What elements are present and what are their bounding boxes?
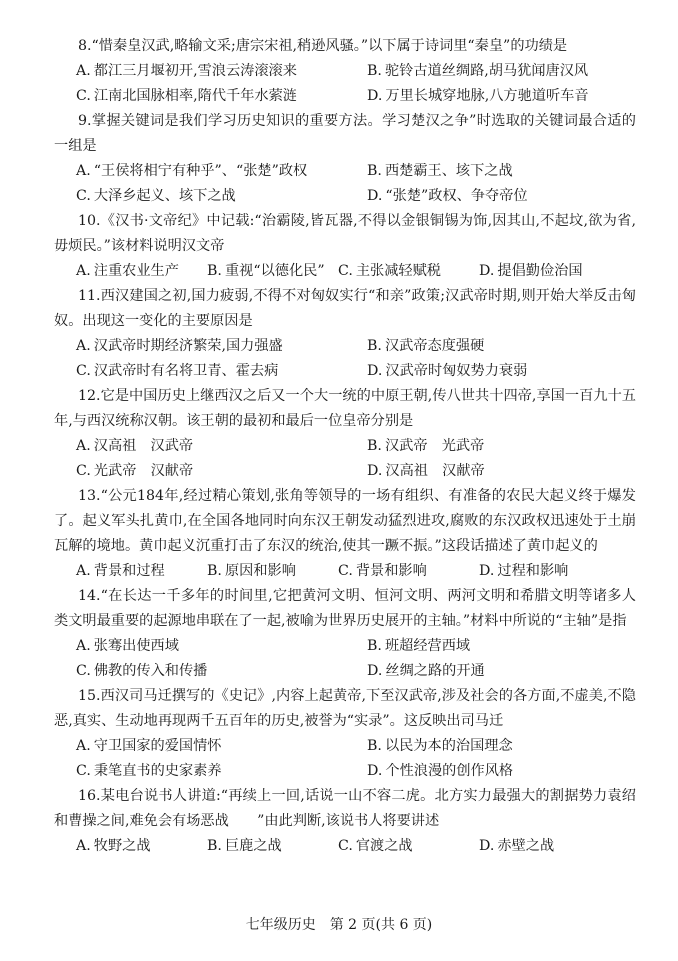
option-text: 以民为本的治国理念: [384, 738, 513, 754]
option-text: 个性浪漫的创作风格: [385, 763, 514, 779]
answer-option: [76, 334, 367, 359]
option-text: 丝绸之路的开通: [385, 663, 485, 679]
option-letter: B.: [367, 638, 382, 654]
option-text: 江南北国脉相率,隋代千年水萦涟: [93, 88, 297, 104]
option-letter: A.: [76, 63, 91, 79]
option-list: [54, 834, 636, 859]
option-letter: A.: [76, 638, 91, 654]
option-text: 守卫国家的爱国情怀: [93, 738, 222, 754]
option-letter: C.: [76, 663, 91, 679]
answer-option: [76, 834, 207, 859]
answer-option: [367, 184, 658, 209]
option-letter: C.: [76, 188, 91, 204]
answer-option: [367, 459, 658, 484]
option-text: 牧野之战: [93, 838, 151, 854]
question: [54, 684, 636, 784]
option-letter: B.: [207, 838, 222, 854]
question-stem: 11.西汉建国之初,国力疲弱,不得不对匈奴实行“和亲”政策;汉武帝时期,则开始大举反击匈奴。出现这一变化的主要原因是: [54, 288, 636, 329]
answer-option: [76, 559, 207, 584]
option-text: 背景和过程: [93, 563, 165, 579]
answer-option: [338, 834, 479, 859]
option-letter: A.: [76, 838, 91, 854]
question: [54, 584, 636, 684]
option-letter: A.: [76, 163, 91, 179]
option-list: [54, 259, 636, 284]
question-stem: 14.“在长达一千多年的时间里,它把黄河文明、恒河文明、两河文明和希腊文明等诸多人类文明最重要的起源地串联在了一起,被喻为世界历史展开的主轴。”材料中所说的“主轴”是指: [54, 588, 636, 629]
answer-option: [76, 734, 367, 759]
option-text: “王侯将相宁有种乎”、“张楚”政权: [93, 163, 308, 179]
answer-option: [76, 459, 367, 484]
option-letter: B.: [207, 563, 222, 579]
option-letter: A.: [76, 738, 91, 754]
question-stem: 13.“公元184年,经过精心策划,张角等领导的一场有组织、有准备的农民大起义终于爆发了。起义军头扎黄巾,在全国各地同时向东汉王朝发动猛烈进攻,腐败的东汉政权迅速处于土崩瓦解的境地。黄巾起义沉重打击了东汉的统治,使其一蹶不振。”这段话描述了黄巾起义的: [54, 488, 636, 554]
option-text: 万里长城穿地脉,八方驰道听车音: [385, 88, 589, 104]
answer-option: [207, 559, 338, 584]
answer-option: [479, 559, 620, 584]
option-text: 背景和影响: [355, 563, 427, 579]
question: [54, 209, 636, 284]
question-stem: 8.“惜秦皇汉武,略输文采;唐宗宋祖,稍逊风骚。”以下属于诗词里“秦皇”的功绩是: [78, 38, 568, 54]
option-text: 汉武帝态度强硬: [384, 338, 485, 354]
option-letter: D.: [367, 363, 383, 379]
option-letter: A.: [76, 438, 91, 454]
option-text: 汉高祖 汉献帝: [385, 463, 485, 479]
answer-option: [76, 159, 367, 184]
option-letter: D.: [367, 188, 383, 204]
option-text: 汉武帝时有名将卫青、霍去病: [93, 363, 279, 379]
option-text: 重视“以德化民”: [224, 263, 325, 279]
option-letter: C.: [76, 763, 91, 779]
question-stem: 12.它是中国历史上继西汉之后又一个大一统的中原王朝,传八世共十四帝,享国一百九十五年,与西汉统称汉朝。该王朝的最初和最后一位皇帝分别是: [54, 388, 636, 429]
option-letter: D.: [367, 763, 383, 779]
answer-option: [367, 334, 658, 359]
option-list: [54, 634, 636, 684]
answer-option: [76, 659, 367, 684]
option-letter: B.: [367, 63, 382, 79]
option-text: 官渡之战: [355, 838, 413, 854]
option-letter: B.: [367, 338, 382, 354]
page-footer: 七年级历史 第 2 页(共 6 页): [245, 917, 433, 933]
option-letter: A.: [76, 263, 91, 279]
option-list: [54, 59, 636, 109]
option-text: 光武帝 汉献帝: [93, 463, 194, 479]
option-letter: C.: [76, 363, 91, 379]
answer-option: [76, 84, 367, 109]
answer-option: [207, 834, 338, 859]
option-letter: C.: [338, 563, 353, 579]
question-stem: 16.某电台说书人讲道:“再续上一回,话说一山不容二虎。北方实力最强大的割据势力袁绍和曹操之间,难免会有场恶战 ”由此判断,该说书人将要讲述: [54, 788, 636, 829]
answer-option: [76, 634, 367, 659]
option-text: 佛教的传入和传播: [93, 663, 208, 679]
option-letter: D.: [479, 563, 495, 579]
option-text: 大泽乡起义、垓下之战: [93, 188, 236, 204]
option-text: 汉高祖 汉武帝: [93, 438, 194, 454]
answer-option: [367, 159, 658, 184]
option-letter: C.: [76, 88, 91, 104]
option-letter: C.: [338, 263, 353, 279]
question-stem: 9.掌握关键词是我们学习历史知识的重要方法。学习楚汉之争”时选取的关键词最合适的一组是: [54, 113, 636, 154]
option-text: 都江三月堰初开,雪浪云涛滚滚来: [93, 63, 297, 79]
option-text: 西楚霸王、垓下之战: [384, 163, 513, 179]
option-text: 汉武帝时期经济繁荣,国力强盛: [93, 338, 283, 354]
option-text: 过程和影响: [497, 563, 569, 579]
answer-option: [367, 734, 658, 759]
question-stem: 10.《汉书·文帝纪》中记载:“治霸陵,皆瓦器,不得以金银铜锡为饰,因其山,不起坟,欲为省,毋烦民。”该材料说明汉文帝: [54, 213, 636, 254]
question-list: [54, 34, 636, 859]
option-letter: A.: [76, 563, 91, 579]
answer-option: [76, 59, 367, 84]
answer-option: [207, 259, 338, 284]
answer-option: [367, 659, 658, 684]
option-letter: C.: [338, 838, 353, 854]
option-text: 原因和影响: [224, 563, 296, 579]
question: [54, 284, 636, 384]
option-text: 汉武帝 光武帝: [384, 438, 485, 454]
option-list: [54, 434, 636, 484]
option-list: [54, 734, 636, 784]
question: [54, 484, 636, 584]
answer-option: [367, 359, 658, 384]
question: [54, 109, 636, 209]
option-letter: D.: [479, 838, 495, 854]
answer-option: [76, 759, 367, 784]
option-text: 驼铃古道丝绸路,胡马犹闻唐汉风: [384, 63, 589, 79]
option-text: 秉笔直书的史家素养: [93, 763, 222, 779]
option-letter: B.: [367, 438, 382, 454]
option-text: 巨鹿之战: [224, 838, 282, 854]
option-letter: D.: [367, 663, 383, 679]
question: [54, 784, 636, 859]
option-list: [54, 559, 636, 584]
answer-option: [367, 759, 658, 784]
answer-option: [367, 434, 658, 459]
option-text: 提倡勤俭治国: [497, 263, 583, 279]
answer-option: [76, 259, 207, 284]
question-stem: 15.西汉司马迁撰写的《史记》,内容上起黄帝,下至汉武帝,涉及社会的各方面,不虚美,不隐恶,真实、生动地再现两千五百年的历史,被誉为“实录”。这反映出司马迁: [54, 688, 636, 729]
answer-option: [76, 184, 367, 209]
option-text: 主张减轻赋税: [355, 263, 441, 279]
question: [54, 384, 636, 484]
answer-option: [479, 259, 620, 284]
answer-option: [367, 84, 658, 109]
option-letter: D.: [367, 463, 383, 479]
option-letter: D.: [367, 88, 383, 104]
answer-option: [338, 559, 479, 584]
answer-option: [76, 434, 367, 459]
option-letter: A.: [76, 338, 91, 354]
option-letter: D.: [479, 263, 495, 279]
answer-option: [479, 834, 620, 859]
answer-option: [338, 259, 479, 284]
answer-option: [76, 359, 367, 384]
option-text: 赤壁之战: [497, 838, 555, 854]
option-text: “张楚”政权、争夺帝位: [385, 188, 528, 204]
option-text: 班超经营西域: [384, 638, 471, 654]
option-text: 汉武帝时匈奴势力衰弱: [385, 363, 528, 379]
option-list: [54, 159, 636, 209]
question: [54, 34, 636, 109]
option-letter: B.: [207, 263, 222, 279]
answer-option: [367, 634, 658, 659]
option-letter: B.: [367, 163, 382, 179]
option-letter: B.: [367, 738, 382, 754]
option-text: 张骞出使西域: [93, 638, 179, 654]
option-letter: C.: [76, 463, 91, 479]
option-list: [54, 334, 636, 384]
answer-option: [367, 59, 658, 84]
option-text: 注重农业生产: [93, 263, 179, 279]
